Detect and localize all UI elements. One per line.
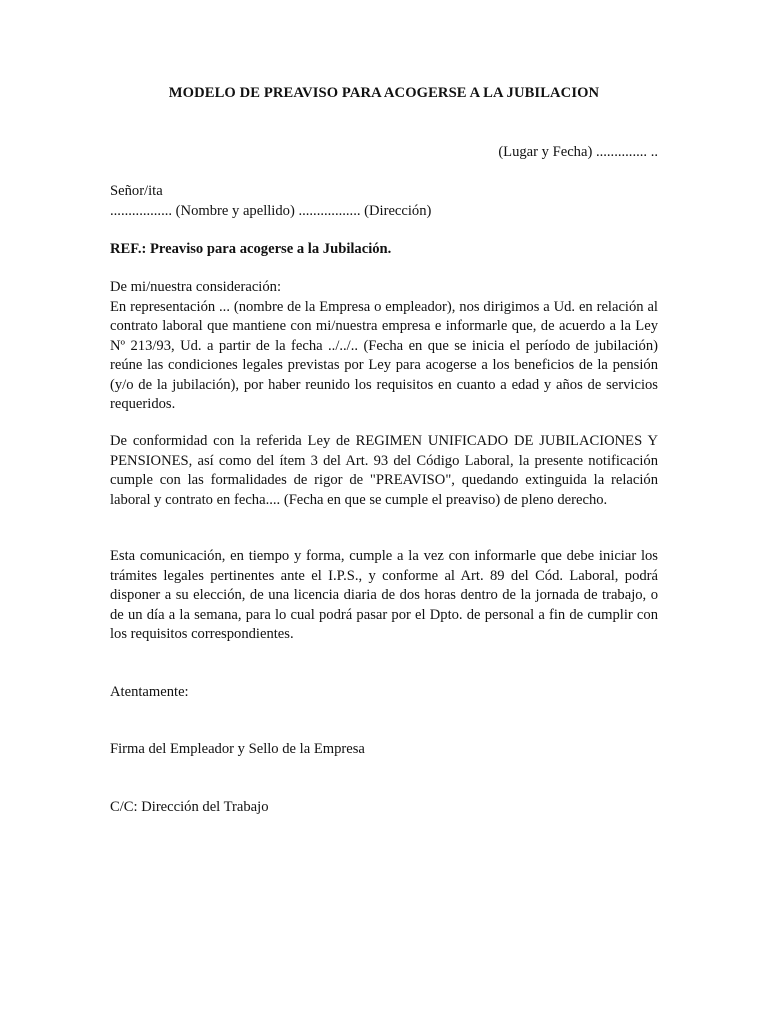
paragraph-1: En representación ... (nombre de la Empresa o empleador), nos dirigimos a Ud. en relación al contrato laboral que mantiene con mi/nuestra empresa e informarle que, de acuerdo a la Ley Nº 213/93, Ud. a partir de la fecha ../../.. (Fecha en que se inicia el período de jubilación) reúne las condiciones legales previstas por Ley para acogerse a los beneficios de la pensión (y/o de la jubilación), por haber reunido los requisitos en cuanto a edad y años de servicios requeridos.: [110, 298, 658, 412]
cc-line: C/C: Dirección del Trabajo: [110, 799, 269, 815]
document-title: MODELO DE PREAVISO PARA ACOGERSE A LA JUBILACION: [168, 85, 600, 101]
place-date-line: (Lugar y Fecha) .............. ..: [498, 144, 658, 160]
closing: Atentamente:: [110, 684, 189, 700]
recipient-block: [110, 182, 658, 221]
signature-line: Firma del Empleador y Sello de la Empresa: [110, 741, 365, 757]
paragraph-3: Esta comunicación, en tiempo y forma, cumple a la vez con informarle que debe iniciar los trámites legales pertinentes ante el I.P.S., y conforme al Art. 89 del Cód. Laboral, podrá disponer a su elección, de una licencia diaria de dos horas dentro de la jornada de trabajo, o de un día a la semana, para lo cual podrá pasar por el Dpto. de personal a fin de cumplir con los requisitos correspondientes.: [110, 548, 658, 642]
recipient-line: ................. (Nombre y apellido) ................. (Dirección): [110, 202, 432, 219]
reference-line: REF.: Preaviso para acogerse a la Jubilación.: [110, 241, 392, 257]
greeting: De mi/nuestra consideración:: [110, 279, 282, 295]
paragraph-2: De conformidad con la referida Ley de REGIMEN UNIFICADO DE JUBILACIONES Y PENSIONES, así como del ítem 3 del Art. 93 del Código Laboral, la presente notificación cumple con las formalidades de rigor de "PREAVISO", quedando extinguida la relación laboral y contrato en fecha.... (Fecha en que se cumple el preaviso) de pleno derecho.: [110, 433, 658, 508]
body-first-block: [110, 278, 658, 415]
salutation: Señor/ita: [110, 183, 163, 199]
